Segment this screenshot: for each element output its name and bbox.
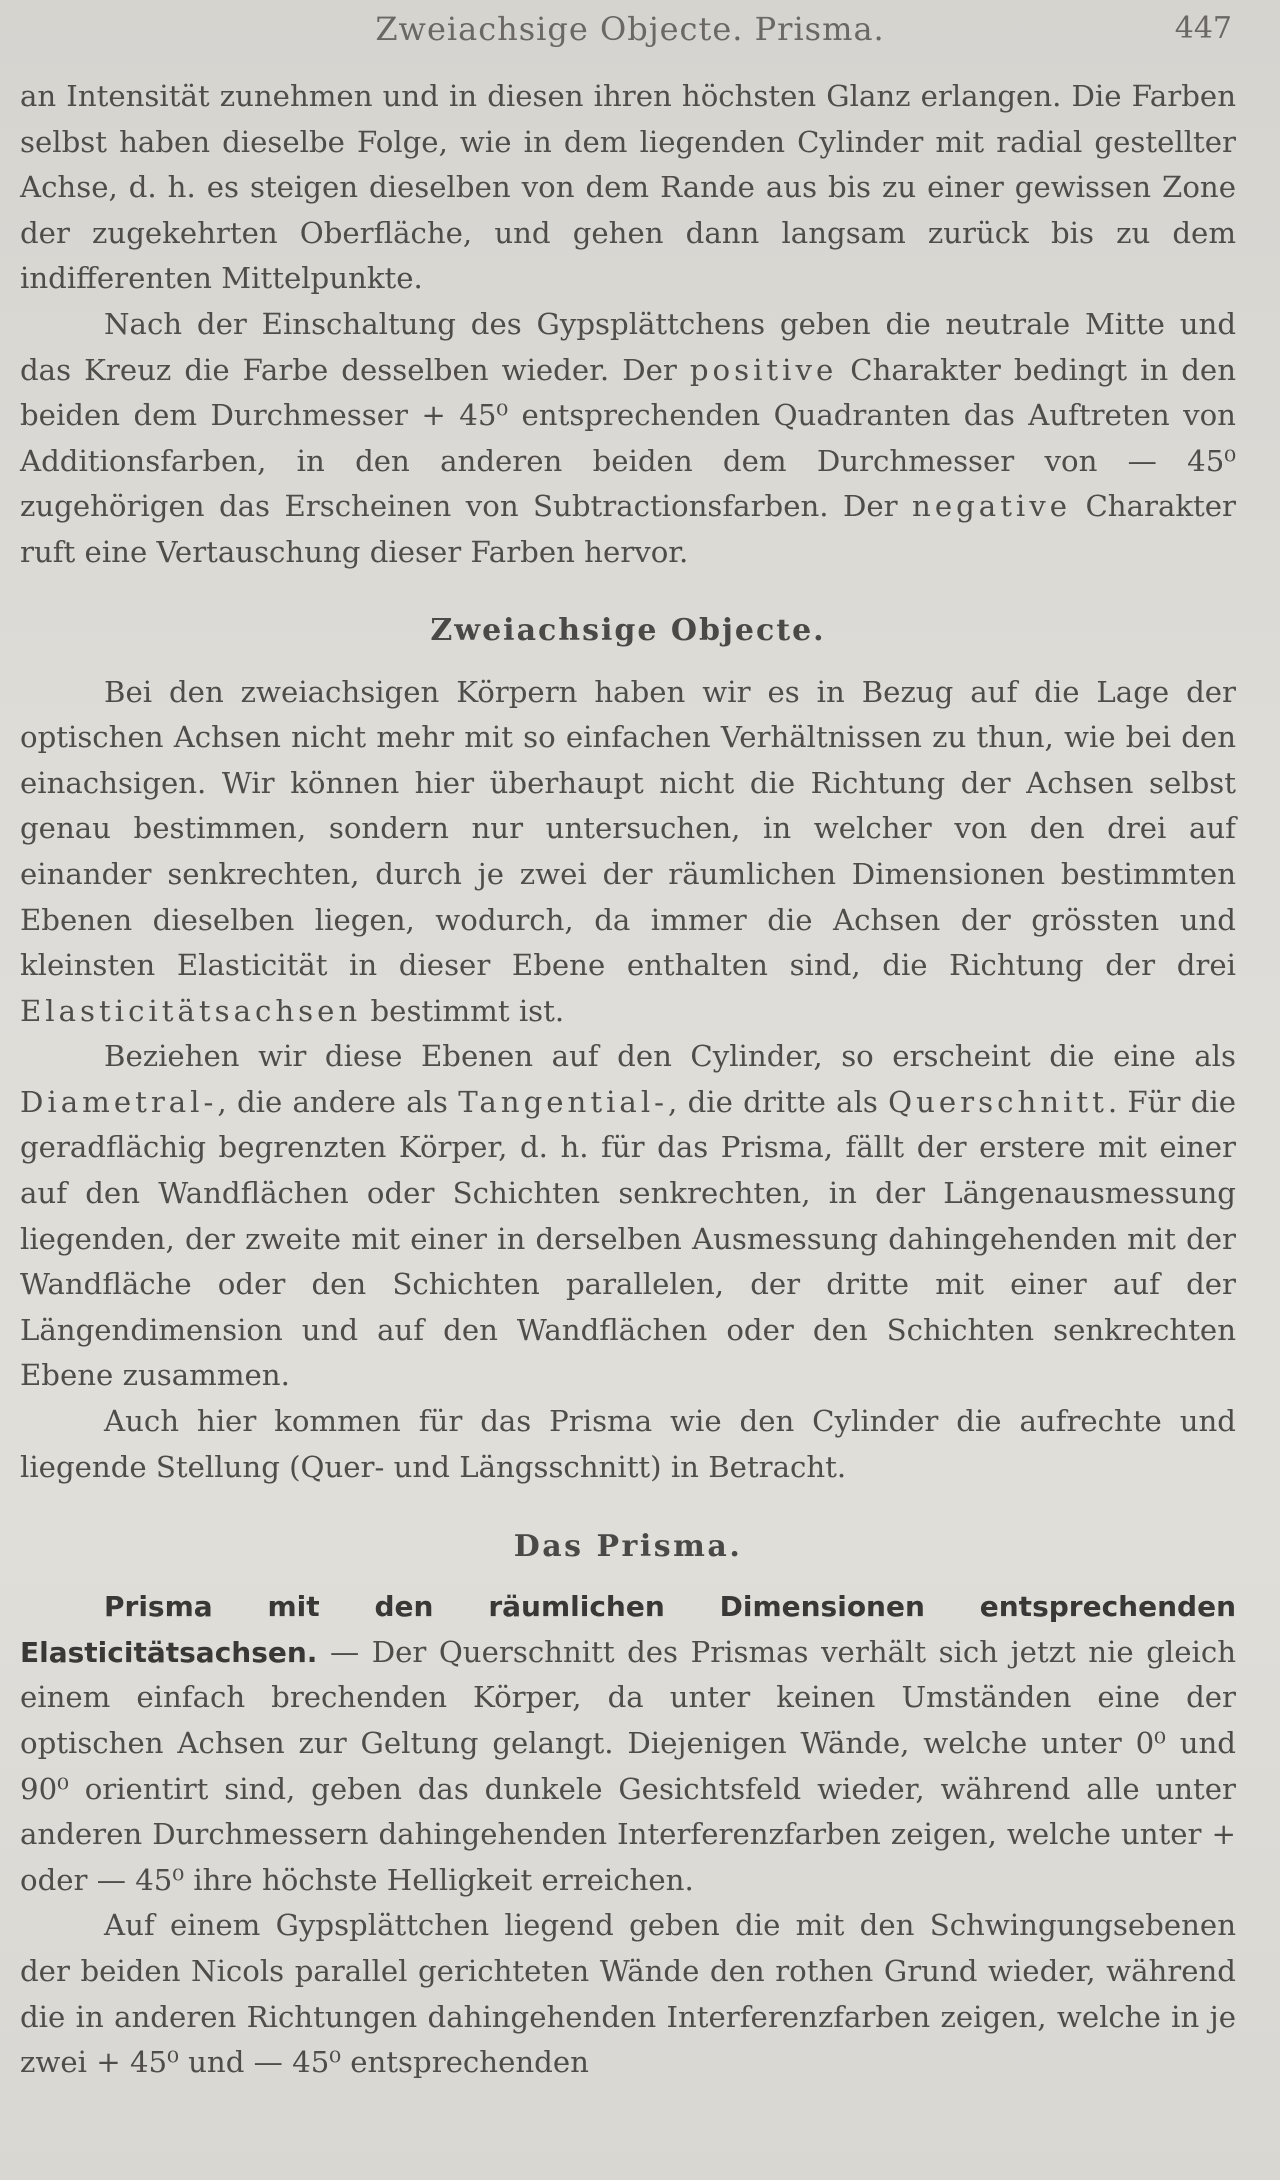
spaced-term-elasticitaetsachsen: Elasticitätsachsen bbox=[20, 993, 362, 1028]
paragraph-4 bbox=[20, 1034, 1236, 1399]
paragraph-1: an Intensität zunehmen und in diesen ihren höchsten Glanz erlangen. Die Farben selbst haben dieselbe Folge, wie in dem liegenden Cylinder mit radial gestellter Achse, d. h. es steigen dieselben von dem Rande aus bis zu einer gewissen Zone der zugekehrten Oberfläche, und gehen dann langsam zurück bis zu dem indifferenten Mittelpunkte. bbox=[20, 79, 1236, 296]
paragraph-3-part-a: Bei den zweiachsigen Körpern haben wir es in Bezug auf die Lage der optischen Achsen nicht mehr mit so einfachen Verhältnissen zu thun, wie bei den einachsigen. Wir können hier überhaupt nicht die Richtung der Achsen selbst genau bestimmen, sondern nur untersuchen, in welcher von den drei auf einander senkrechten, durch je zwei der räumlichen Dimensionen bestimmten Ebenen dieselben liegen, wodurch, da immer die Achsen der grössten und kleinsten Elasticität in dieser Ebene enthalten sind, die Richtung der drei bbox=[20, 674, 1236, 983]
spaced-term-negative: negative bbox=[912, 489, 1072, 524]
paragraph-4-part-d: . Für die geradflächig begrenzten Körper, d. h. für das Prisma, fällt der erstere mit einer auf den Wandflächen oder Schichten senkrechten, in der Längenausmessung liegenden, der zweite mit einer in derselben Ausmessung dahingehenden mit der Wandfläche oder den Schichten parallelen, der dritte mit einer auf der Längendimension und auf den Wandflächen oder den Schichten senkrechten Ebene zusammen. bbox=[20, 1084, 1236, 1393]
paragraph-2-part-b: Charakter bedingt in den beiden dem Durchmesser + 45⁰ entsprechenden Quadranten das Auftreten von Additionsfarben, in den anderen beiden dem Durchmesser von — 45⁰ zugehörigen das Erscheinen von Subtractionsfarben. Der bbox=[20, 352, 1237, 524]
running-head bbox=[20, 4, 1240, 54]
running-title: Zweiachsige Objecte. Prisma. bbox=[375, 10, 885, 48]
bold-lead-heading: Prisma mit den räumlichen Dimensionen entsprechenden Elasticitätsachsen. bbox=[20, 1590, 1236, 1669]
page-text bbox=[20, 74, 1236, 2086]
paragraph-6-text: — Der Querschnitt des Prismas verhält sich jetzt nie gleich einem einfach brechenden Körper, da unter keinen Umständen eine der optischen Achsen zur Geltung gelangt. Diejenigen Wände, welche unter 0⁰ und 90⁰ orientirt sind, geben das dunkele Gesichtsfeld wieder, während alle unter anderen Durchmessern dahingehenden Interferenzfarben zeigen, welche unter + oder — 45⁰ ihre höchste Helligkeit erreichen. bbox=[20, 1634, 1236, 1897]
spaced-term-diametral: Diametral- bbox=[20, 1084, 218, 1119]
spaced-term-positive: positive bbox=[689, 352, 838, 387]
paragraph-2-part-a: Nach der Einschaltung des Gypsplättchens geben die neutrale Mitte und das Kreuz die Farbe desselben wieder. Der bbox=[20, 306, 1236, 387]
section-heading-das-prisma: Das Prisma. bbox=[513, 1529, 743, 1565]
paragraph-2-part-c: Charakter ruft eine Vertauschung dieser Farben hervor. bbox=[20, 489, 1236, 569]
paragraph-4-part-b: , die andere als bbox=[217, 1084, 459, 1119]
section-heading-zweiachsige-objecte: Zweiachsige Objecte. bbox=[430, 612, 826, 648]
paragraph-4-part-a: Beziehen wir diese Ebenen auf den Cylinder, so erscheint die eine als bbox=[104, 1039, 1236, 1074]
paragraph-4-part-c: , die dritte als bbox=[668, 1084, 889, 1119]
paragraph-3 bbox=[20, 670, 1236, 1035]
paragraph-7: Auf einem Gypsplättchen liegend geben die mit den Schwingungsebenen der beiden Nicols parallel gerichteten Wände den rothen Grund wieder, während die in anderen Richtungen dahingehenden Interferenzfarben zeigen, welche in je zwei + 45⁰ und — 45⁰ entsprechenden bbox=[20, 1908, 1236, 2080]
paragraph-2 bbox=[20, 302, 1236, 576]
spaced-term-tangential: Tangential- bbox=[458, 1084, 669, 1119]
page-number: 447 bbox=[1174, 11, 1232, 46]
spaced-term-querschnitt: Querschnitt bbox=[888, 1084, 1108, 1119]
paragraph-6 bbox=[20, 1584, 1236, 1903]
paragraph-3-part-b: bestimmt ist. bbox=[361, 993, 565, 1028]
paragraph-5: Auch hier kommen für das Prisma wie den Cylinder die aufrechte und liegende Stellung (Quer- und Längsschnitt) in Betracht. bbox=[20, 1404, 1236, 1484]
